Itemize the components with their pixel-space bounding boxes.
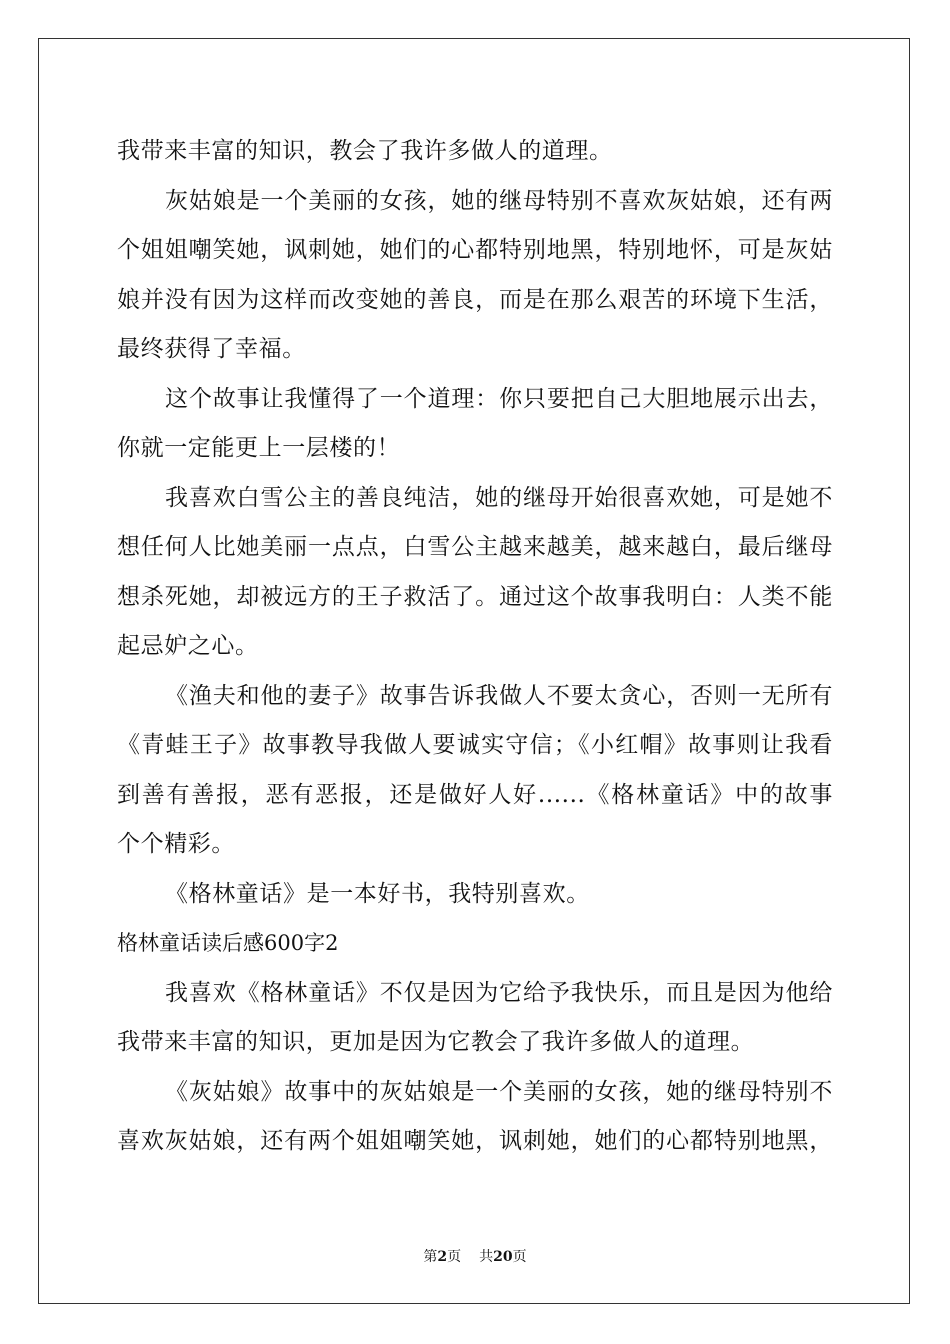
text-line: 我带来丰富的知识，教会了我许多做人的道理。 [117,138,613,164]
text-line: 灰姑娘是一个美丽的女孩，她的继母特别不喜欢灰姑娘，还有两 [165,187,833,214]
section-heading: 格林童话读后感600字2 [117,931,339,955]
text-line: 你就一定能更上一层楼的！ [117,435,401,461]
text-line: 想任何人比她美丽一点点，白雪公主越来越美，越来越白，最后继母 [117,534,833,560]
document-body [117,127,833,1167]
text-line: 《格林童话》是一本好书，我特别喜欢。 [165,880,590,907]
footer-total-label: 页 [512,1249,527,1265]
text-line: 这个故事让我懂得了一个道理：你只要把自己大胆地展示出去， [165,385,833,412]
text-line: 《渔夫和他的妻子》故事告诉我做人不要太贪心，否则一无所有 [165,682,833,709]
text-line: 我喜欢《格林童话》不仅是因为它给予我快乐，而且是因为他给 [165,979,833,1006]
text-line: 到善有善报，恶有恶报，还是做好人好......《格林童话》中的故事 [117,781,833,808]
text-line: 想杀死她，却被远方的王子救活了。通过这个故事我明白：人类不能 [117,583,833,610]
text-line: 个个精彩。 [117,831,235,857]
text-line: 最终获得了幸福。 [117,336,306,362]
text-line: 个姐姐嘲笑她，讽刺她，她们的心都特别地黑，特别地怀，可是灰姑 [117,237,833,263]
footer-total-prefix: 共 [479,1249,494,1265]
page-total: 20 [493,1249,513,1265]
page-footer [0,1247,950,1267]
footer-prefix: 第 [423,1249,438,1265]
text-line: 《青蛙王子》故事教导我做人要诚实守信；《小红帽》故事则让我看 [117,732,833,758]
text-line: 我带来丰富的知识，更加是因为它教会了我许多做人的道理。 [117,1029,755,1055]
text-line: 喜欢灰姑娘，还有两个姐姐嘲笑她，讽刺她，她们的心都特别地黑， [117,1128,833,1154]
text-line: 我喜欢白雪公主的善良纯洁，她的继母开始很喜欢她，可是她不 [165,484,833,511]
text-line: 《灰姑娘》故事中的灰姑娘是一个美丽的女孩，她的继母特别不 [165,1078,833,1105]
text-line: 娘并没有因为这样而改变她的善良，而是在那么艰苦的环境下生活， [117,286,833,313]
footer-page-label: 页 [447,1249,462,1265]
text-line: 起忌妒之心。 [117,633,259,659]
page-current: 2 [437,1249,448,1265]
